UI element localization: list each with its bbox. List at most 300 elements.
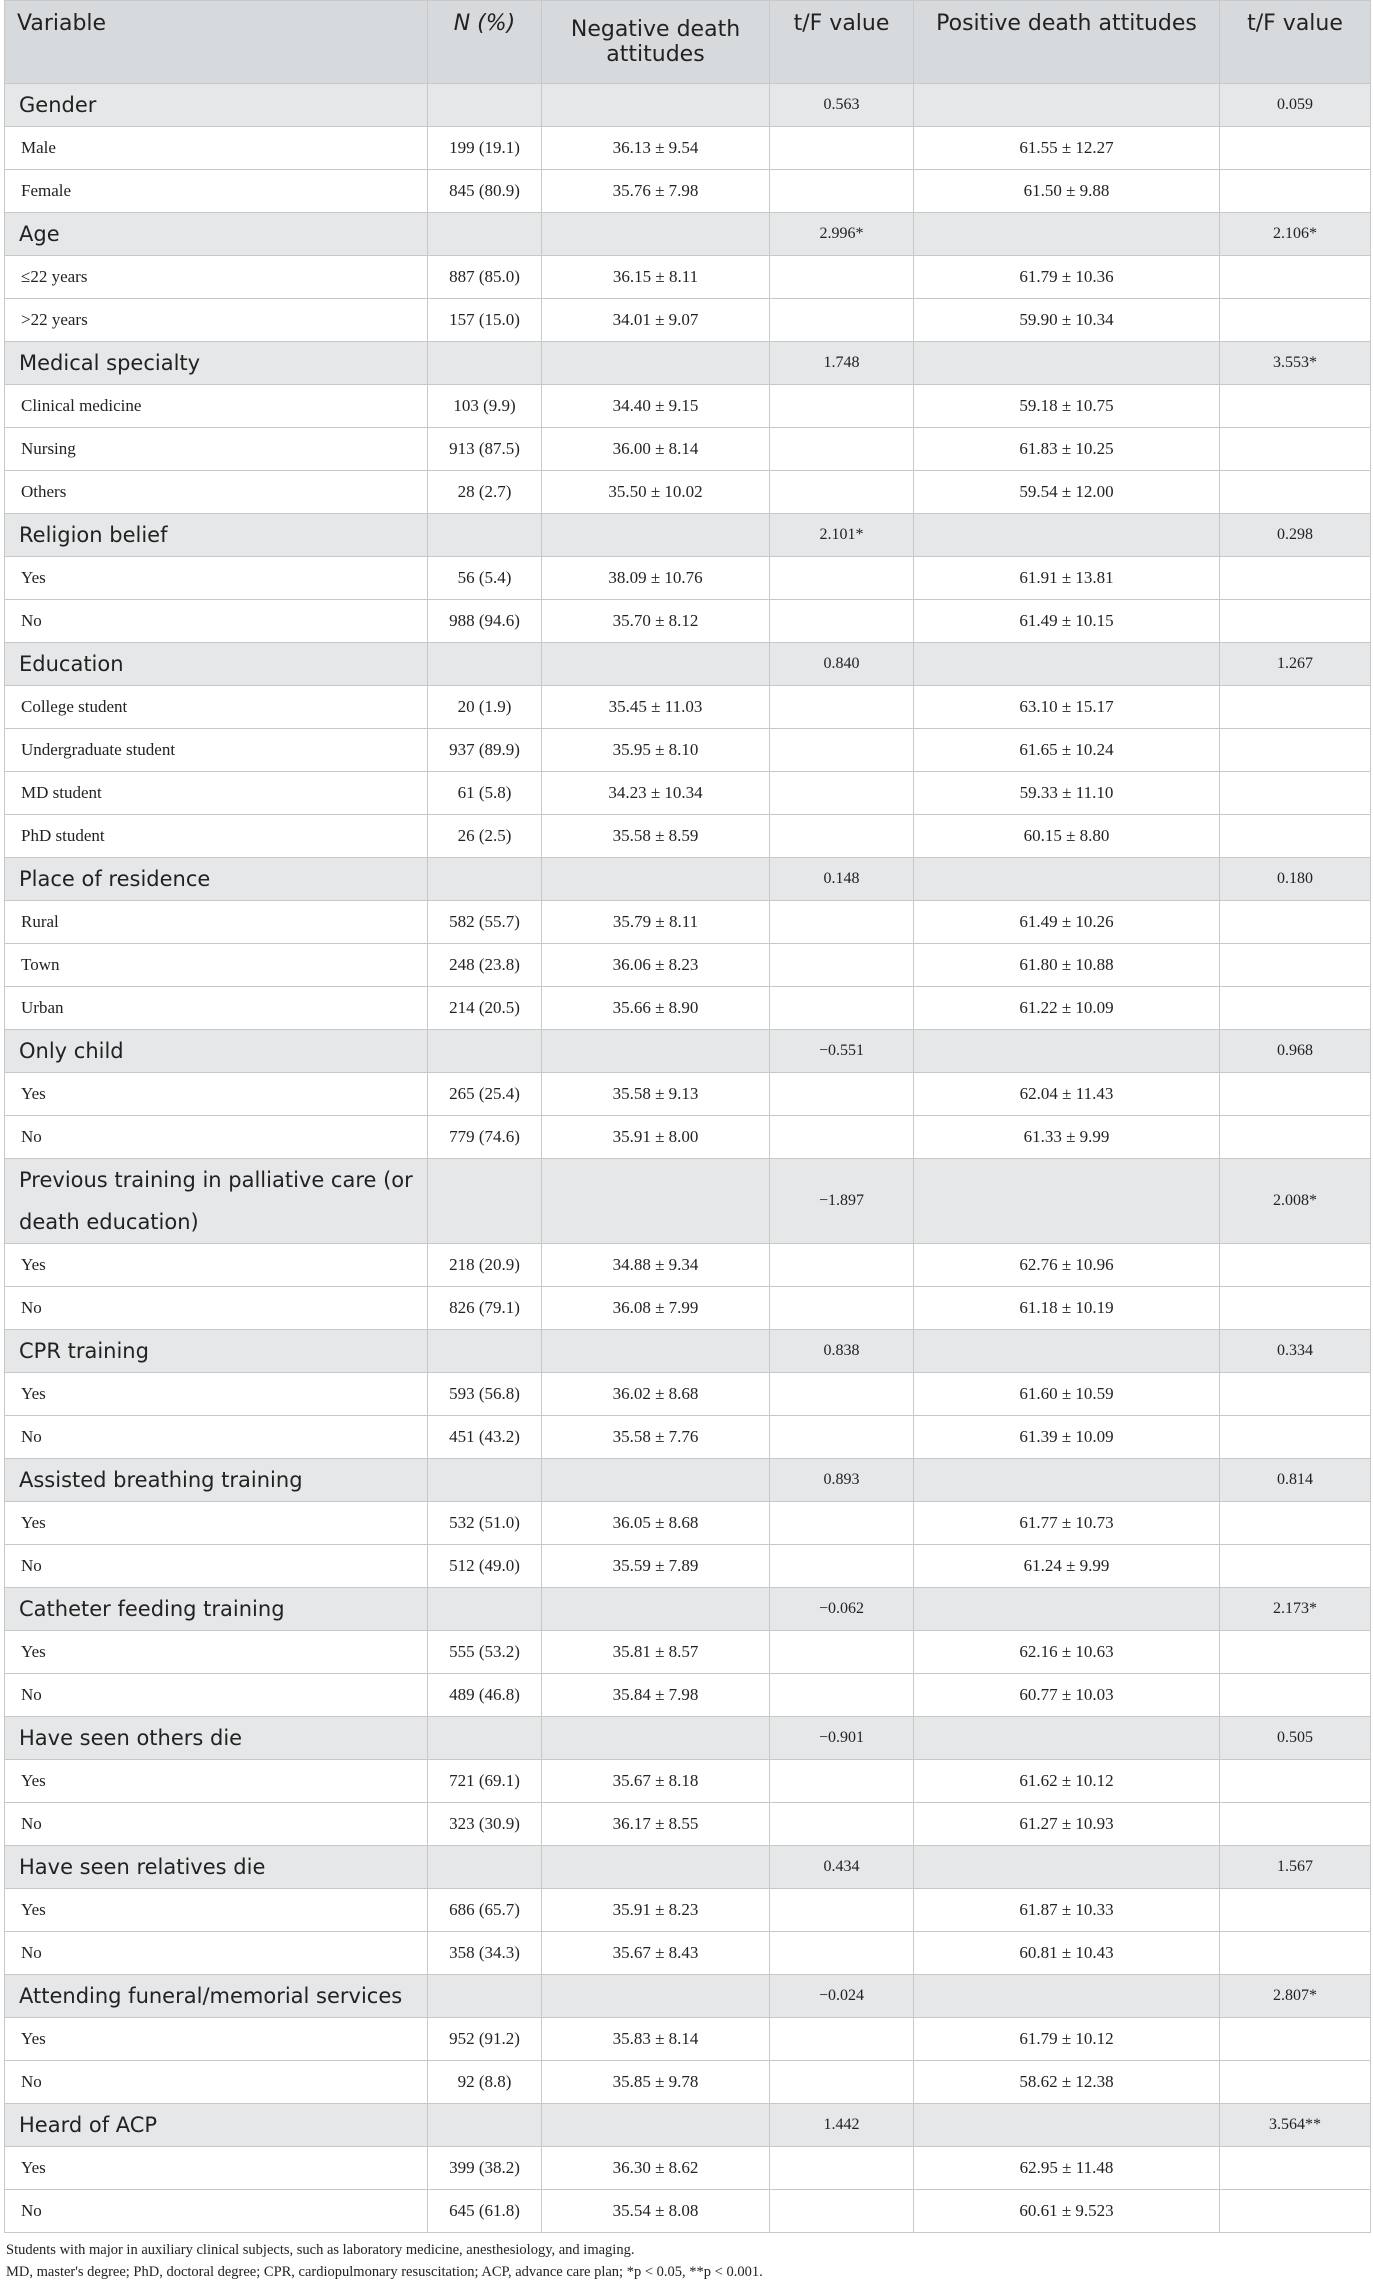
row-negative-score: 35.91 ± 8.23 <box>542 1889 770 1932</box>
group-label: Age <box>5 213 428 256</box>
group-neg-empty <box>542 858 770 901</box>
row-n-percent: 28 (2.7) <box>428 471 542 514</box>
row-tf-negative-empty <box>770 1631 914 1674</box>
row-label: Yes <box>5 1760 428 1803</box>
row-negative-score: 35.66 ± 8.90 <box>542 987 770 1030</box>
row-negative-score: 36.05 ± 8.68 <box>542 1502 770 1545</box>
group-n-empty <box>428 1717 542 1760</box>
row-negative-score: 35.70 ± 8.12 <box>542 600 770 643</box>
row-tf-positive-empty <box>1220 600 1371 643</box>
row-tf-negative-empty <box>770 2147 914 2190</box>
row-positive-score: 62.16 ± 10.63 <box>914 1631 1220 1674</box>
group-row <box>5 1330 1371 1373</box>
group-n-empty <box>428 1975 542 2018</box>
group-label: Catheter feeding training <box>5 1588 428 1631</box>
row-positive-score: 62.95 ± 11.48 <box>914 2147 1220 2190</box>
group-label: Medical specialty <box>5 342 428 385</box>
row-n-percent: 952 (91.2) <box>428 2018 542 2061</box>
table-row <box>5 1545 1371 1588</box>
row-positive-score: 61.22 ± 10.09 <box>914 987 1220 1030</box>
row-label: Yes <box>5 2018 428 2061</box>
row-positive-score: 63.10 ± 15.17 <box>914 686 1220 729</box>
table-row <box>5 2190 1371 2233</box>
row-tf-negative-empty <box>770 987 914 1030</box>
row-tf-positive-empty <box>1220 1803 1371 1846</box>
table-row <box>5 944 1371 987</box>
row-positive-score: 61.77 ± 10.73 <box>914 1502 1220 1545</box>
row-tf-positive-empty <box>1220 2018 1371 2061</box>
group-tf-negative: 0.893 <box>770 1459 914 1502</box>
row-tf-positive-empty <box>1220 2147 1371 2190</box>
group-tf-negative: 1.442 <box>770 2104 914 2147</box>
row-n-percent: 721 (69.1) <box>428 1760 542 1803</box>
row-label: Male <box>5 127 428 170</box>
row-negative-score: 36.13 ± 9.54 <box>542 127 770 170</box>
group-tf-positive: 2.807* <box>1220 1975 1371 2018</box>
table-row <box>5 1889 1371 1932</box>
row-n-percent: 826 (79.1) <box>428 1287 542 1330</box>
group-pos-empty <box>914 643 1220 686</box>
row-positive-score: 59.54 ± 12.00 <box>914 471 1220 514</box>
row-tf-positive-empty <box>1220 901 1371 944</box>
group-tf-negative: 0.840 <box>770 643 914 686</box>
group-tf-negative: 2.996* <box>770 213 914 256</box>
row-tf-positive-empty <box>1220 944 1371 987</box>
group-n-empty <box>428 1159 542 1244</box>
row-positive-score: 61.27 ± 10.93 <box>914 1803 1220 1846</box>
group-pos-empty <box>914 84 1220 127</box>
group-tf-positive: 0.298 <box>1220 514 1371 557</box>
row-n-percent: 512 (49.0) <box>428 1545 542 1588</box>
group-neg-empty <box>542 1717 770 1760</box>
row-tf-positive-empty <box>1220 686 1371 729</box>
row-positive-score: 59.18 ± 10.75 <box>914 385 1220 428</box>
row-tf-positive-empty <box>1220 1889 1371 1932</box>
row-n-percent: 532 (51.0) <box>428 1502 542 1545</box>
group-pos-empty <box>914 1030 1220 1073</box>
row-tf-negative-empty <box>770 815 914 858</box>
group-neg-empty <box>542 84 770 127</box>
row-negative-score: 34.23 ± 10.34 <box>542 772 770 815</box>
table-container <box>4 0 1370 2283</box>
row-n-percent: 218 (20.9) <box>428 1244 542 1287</box>
row-tf-negative-empty <box>770 1073 914 1116</box>
table-row <box>5 1932 1371 1975</box>
row-tf-positive-empty <box>1220 299 1371 342</box>
group-label: Previous training in palliative care (or death education) <box>5 1159 428 1244</box>
row-tf-positive-empty <box>1220 1244 1371 1287</box>
row-label: Nursing <box>5 428 428 471</box>
row-positive-score: 61.49 ± 10.26 <box>914 901 1220 944</box>
row-tf-positive-empty <box>1220 1073 1371 1116</box>
group-row <box>5 1717 1371 1760</box>
row-tf-negative-empty <box>770 1760 914 1803</box>
group-neg-empty <box>542 213 770 256</box>
table-body <box>5 84 1371 2233</box>
row-label: ≤22 years <box>5 256 428 299</box>
row-negative-score: 36.02 ± 8.68 <box>542 1373 770 1416</box>
death-attitudes-table <box>4 0 1371 2233</box>
row-positive-score: 61.87 ± 10.33 <box>914 1889 1220 1932</box>
row-label: No <box>5 1932 428 1975</box>
row-tf-positive-empty <box>1220 1760 1371 1803</box>
group-n-empty <box>428 643 542 686</box>
header-row <box>5 1 1371 84</box>
row-n-percent: 593 (56.8) <box>428 1373 542 1416</box>
row-n-percent: 26 (2.5) <box>428 815 542 858</box>
row-positive-score: 61.50 ± 9.88 <box>914 170 1220 213</box>
row-n-percent: 451 (43.2) <box>428 1416 542 1459</box>
row-label: Yes <box>5 1244 428 1287</box>
group-label: Assisted breathing training <box>5 1459 428 1502</box>
table-row <box>5 1502 1371 1545</box>
group-n-empty <box>428 1846 542 1889</box>
group-neg-empty <box>542 1459 770 1502</box>
group-pos-empty <box>914 1459 1220 1502</box>
table-row <box>5 256 1371 299</box>
row-label: Undergraduate student <box>5 729 428 772</box>
row-n-percent: 845 (80.9) <box>428 170 542 213</box>
group-row <box>5 2104 1371 2147</box>
row-tf-positive-empty <box>1220 987 1371 1030</box>
row-negative-score: 36.00 ± 8.14 <box>542 428 770 471</box>
row-negative-score: 35.59 ± 7.89 <box>542 1545 770 1588</box>
row-tf-positive-empty <box>1220 2061 1371 2104</box>
row-tf-negative-empty <box>770 428 914 471</box>
row-tf-negative-empty <box>770 772 914 815</box>
row-negative-score: 35.85 ± 9.78 <box>542 2061 770 2104</box>
row-tf-negative-empty <box>770 1803 914 1846</box>
group-label: Place of residence <box>5 858 428 901</box>
row-n-percent: 358 (34.3) <box>428 1932 542 1975</box>
group-n-empty <box>428 1030 542 1073</box>
row-label: Yes <box>5 557 428 600</box>
row-label: Clinical medicine <box>5 385 428 428</box>
row-label: No <box>5 1287 428 1330</box>
row-tf-positive-empty <box>1220 170 1371 213</box>
row-positive-score: 59.90 ± 10.34 <box>914 299 1220 342</box>
group-n-empty <box>428 1330 542 1373</box>
row-tf-negative-empty <box>770 1116 914 1159</box>
group-tf-negative: 0.434 <box>770 1846 914 1889</box>
row-tf-positive-empty <box>1220 815 1371 858</box>
row-label: Yes <box>5 1073 428 1116</box>
row-tf-negative-empty <box>770 1502 914 1545</box>
row-positive-score: 61.18 ± 10.19 <box>914 1287 1220 1330</box>
group-tf-negative: 1.748 <box>770 342 914 385</box>
group-row <box>5 1846 1371 1889</box>
group-tf-positive: 3.553* <box>1220 342 1371 385</box>
row-label: No <box>5 1674 428 1717</box>
group-row <box>5 1975 1371 2018</box>
row-n-percent: 887 (85.0) <box>428 256 542 299</box>
row-negative-score: 35.58 ± 8.59 <box>542 815 770 858</box>
row-tf-negative-empty <box>770 385 914 428</box>
table-row <box>5 815 1371 858</box>
table-row <box>5 385 1371 428</box>
row-positive-score: 60.77 ± 10.03 <box>914 1674 1220 1717</box>
row-tf-positive-empty <box>1220 471 1371 514</box>
row-tf-positive-empty <box>1220 256 1371 299</box>
row-n-percent: 913 (87.5) <box>428 428 542 471</box>
row-negative-score: 38.09 ± 10.76 <box>542 557 770 600</box>
row-n-percent: 489 (46.8) <box>428 1674 542 1717</box>
footnote-abbreviations: MD, master's degree; PhD, doctoral degree; CPR, cardiopulmonary resuscitation; ACP, advance care plan; *p < 0.05, **p < 0.001. <box>6 2264 763 2280</box>
group-tf-negative: −0.062 <box>770 1588 914 1631</box>
row-label: No <box>5 1545 428 1588</box>
table-row <box>5 1373 1371 1416</box>
table-row <box>5 1760 1371 1803</box>
row-positive-score: 58.62 ± 12.38 <box>914 2061 1220 2104</box>
header-negative-death-attitudes: Negative death attitudes <box>542 1 770 84</box>
group-n-empty <box>428 1459 542 1502</box>
row-tf-negative-empty <box>770 1287 914 1330</box>
row-n-percent: 157 (15.0) <box>428 299 542 342</box>
group-tf-positive: 0.814 <box>1220 1459 1371 1502</box>
group-row <box>5 1159 1371 1244</box>
group-row <box>5 643 1371 686</box>
table-row <box>5 1073 1371 1116</box>
row-tf-negative-empty <box>770 600 914 643</box>
row-n-percent: 555 (53.2) <box>428 1631 542 1674</box>
group-tf-negative: −1.897 <box>770 1159 914 1244</box>
row-n-percent: 199 (19.1) <box>428 127 542 170</box>
table-row <box>5 299 1371 342</box>
row-negative-score: 36.30 ± 8.62 <box>542 2147 770 2190</box>
group-row <box>5 213 1371 256</box>
row-tf-negative-empty <box>770 170 914 213</box>
row-tf-positive-empty <box>1220 1932 1371 1975</box>
row-tf-positive-empty <box>1220 1631 1371 1674</box>
row-label: No <box>5 1803 428 1846</box>
table-row <box>5 2147 1371 2190</box>
row-n-percent: 103 (9.9) <box>428 385 542 428</box>
row-negative-score: 35.67 ± 8.43 <box>542 1932 770 1975</box>
row-tf-positive-empty <box>1220 1545 1371 1588</box>
group-n-empty <box>428 514 542 557</box>
row-tf-negative-empty <box>770 256 914 299</box>
group-tf-negative: 2.101* <box>770 514 914 557</box>
group-neg-empty <box>542 1846 770 1889</box>
row-n-percent: 20 (1.9) <box>428 686 542 729</box>
row-negative-score: 35.81 ± 8.57 <box>542 1631 770 1674</box>
row-positive-score: 61.24 ± 9.99 <box>914 1545 1220 1588</box>
group-neg-empty <box>542 1588 770 1631</box>
header-tf-value-negative: t/F value <box>770 1 914 84</box>
row-positive-score: 62.76 ± 10.96 <box>914 1244 1220 1287</box>
row-tf-negative-empty <box>770 1674 914 1717</box>
row-negative-score: 34.01 ± 9.07 <box>542 299 770 342</box>
group-label: Only child <box>5 1030 428 1073</box>
table-row <box>5 1803 1371 1846</box>
table-row <box>5 686 1371 729</box>
group-pos-empty <box>914 1159 1220 1244</box>
group-label: Attending funeral/memorial services <box>5 1975 428 2018</box>
row-negative-score: 35.58 ± 9.13 <box>542 1073 770 1116</box>
footnote-specialty: Students with major in auxiliary clinical subjects, such as laboratory medicine, anesthesiology, and imaging. <box>6 2242 635 2258</box>
row-n-percent: 61 (5.8) <box>428 772 542 815</box>
row-tf-negative-empty <box>770 901 914 944</box>
row-positive-score: 61.79 ± 10.36 <box>914 256 1220 299</box>
row-negative-score: 36.17 ± 8.55 <box>542 1803 770 1846</box>
row-negative-score: 35.45 ± 11.03 <box>542 686 770 729</box>
row-label: No <box>5 1416 428 1459</box>
row-negative-score: 36.08 ± 7.99 <box>542 1287 770 1330</box>
row-negative-score: 36.06 ± 8.23 <box>542 944 770 987</box>
row-positive-score: 60.81 ± 10.43 <box>914 1932 1220 1975</box>
row-tf-negative-empty <box>770 2061 914 2104</box>
group-label: Education <box>5 643 428 686</box>
group-tf-negative: 0.838 <box>770 1330 914 1373</box>
row-tf-negative-empty <box>770 686 914 729</box>
group-tf-positive: 0.334 <box>1220 1330 1371 1373</box>
group-row <box>5 342 1371 385</box>
row-tf-positive-empty <box>1220 428 1371 471</box>
row-n-percent: 988 (94.6) <box>428 600 542 643</box>
group-row <box>5 1030 1371 1073</box>
row-positive-score: 61.60 ± 10.59 <box>914 1373 1220 1416</box>
row-label: Town <box>5 944 428 987</box>
group-label: Have seen others die <box>5 1717 428 1760</box>
table-row <box>5 127 1371 170</box>
row-tf-positive-empty <box>1220 1674 1371 1717</box>
group-label: CPR training <box>5 1330 428 1373</box>
group-tf-positive: 0.180 <box>1220 858 1371 901</box>
row-label: Yes <box>5 1889 428 1932</box>
table-row <box>5 1116 1371 1159</box>
group-n-empty <box>428 2104 542 2147</box>
group-neg-empty <box>542 514 770 557</box>
group-pos-empty <box>914 342 1220 385</box>
table-row <box>5 1287 1371 1330</box>
group-label: Have seen relatives die <box>5 1846 428 1889</box>
row-tf-negative-empty <box>770 1244 914 1287</box>
row-negative-score: 35.83 ± 8.14 <box>542 2018 770 2061</box>
group-n-empty <box>428 84 542 127</box>
row-positive-score: 61.33 ± 9.99 <box>914 1116 1220 1159</box>
group-tf-negative: −0.901 <box>770 1717 914 1760</box>
group-row <box>5 1459 1371 1502</box>
group-tf-negative: −0.024 <box>770 1975 914 2018</box>
row-negative-score: 35.76 ± 7.98 <box>542 170 770 213</box>
row-tf-negative-empty <box>770 557 914 600</box>
group-neg-empty <box>542 2104 770 2147</box>
group-tf-positive: 1.567 <box>1220 1846 1371 1889</box>
row-n-percent: 779 (74.6) <box>428 1116 542 1159</box>
row-tf-negative-empty <box>770 1416 914 1459</box>
row-label: No <box>5 2061 428 2104</box>
group-n-empty <box>428 1588 542 1631</box>
row-n-percent: 323 (30.9) <box>428 1803 542 1846</box>
row-tf-positive-empty <box>1220 1287 1371 1330</box>
row-tf-negative-empty <box>770 729 914 772</box>
row-label: >22 years <box>5 299 428 342</box>
row-tf-negative-empty <box>770 1889 914 1932</box>
row-tf-negative-empty <box>770 944 914 987</box>
row-n-percent: 399 (38.2) <box>428 2147 542 2190</box>
group-neg-empty <box>542 1330 770 1373</box>
row-positive-score: 59.33 ± 11.10 <box>914 772 1220 815</box>
table-row <box>5 428 1371 471</box>
row-tf-positive-empty <box>1220 772 1371 815</box>
table-row <box>5 471 1371 514</box>
row-n-percent: 92 (8.8) <box>428 2061 542 2104</box>
row-positive-score: 60.61 ± 9.523 <box>914 2190 1220 2233</box>
row-tf-positive-empty <box>1220 1502 1371 1545</box>
header-n-percent: N (%) <box>428 1 542 84</box>
row-tf-positive-empty <box>1220 1416 1371 1459</box>
row-label: Urban <box>5 987 428 1030</box>
group-tf-positive: 0.968 <box>1220 1030 1371 1073</box>
row-label: Yes <box>5 1373 428 1416</box>
group-neg-empty <box>542 643 770 686</box>
table-footnotes <box>4 2239 1370 2283</box>
row-n-percent: 214 (20.5) <box>428 987 542 1030</box>
group-tf-positive: 2.173* <box>1220 1588 1371 1631</box>
group-label: Religion belief <box>5 514 428 557</box>
row-negative-score: 35.58 ± 7.76 <box>542 1416 770 1459</box>
group-tf-positive: 0.505 <box>1220 1717 1371 1760</box>
group-row <box>5 858 1371 901</box>
row-negative-score: 35.95 ± 8.10 <box>542 729 770 772</box>
group-row <box>5 514 1371 557</box>
group-tf-positive: 3.564** <box>1220 2104 1371 2147</box>
row-positive-score: 61.62 ± 10.12 <box>914 1760 1220 1803</box>
row-negative-score: 35.79 ± 8.11 <box>542 901 770 944</box>
row-label: No <box>5 600 428 643</box>
row-negative-score: 35.91 ± 8.00 <box>542 1116 770 1159</box>
table-row <box>5 901 1371 944</box>
row-positive-score: 62.04 ± 11.43 <box>914 1073 1220 1116</box>
row-positive-score: 61.80 ± 10.88 <box>914 944 1220 987</box>
group-tf-positive: 0.059 <box>1220 84 1371 127</box>
group-row <box>5 84 1371 127</box>
group-neg-empty <box>542 1030 770 1073</box>
table-row <box>5 1416 1371 1459</box>
group-tf-negative: −0.551 <box>770 1030 914 1073</box>
row-positive-score: 61.91 ± 13.81 <box>914 557 1220 600</box>
table-row <box>5 1631 1371 1674</box>
row-negative-score: 35.50 ± 10.02 <box>542 471 770 514</box>
header-positive-death-attitudes: Positive death attitudes <box>914 1 1220 84</box>
group-label: Gender <box>5 84 428 127</box>
group-tf-negative: 0.563 <box>770 84 914 127</box>
row-n-percent: 645 (61.8) <box>428 2190 542 2233</box>
row-positive-score: 61.55 ± 12.27 <box>914 127 1220 170</box>
group-pos-empty <box>914 1846 1220 1889</box>
row-n-percent: 56 (5.4) <box>428 557 542 600</box>
row-tf-positive-empty <box>1220 127 1371 170</box>
group-pos-empty <box>914 2104 1220 2147</box>
row-label: Yes <box>5 1631 428 1674</box>
table-row <box>5 2061 1371 2104</box>
group-tf-positive: 1.267 <box>1220 643 1371 686</box>
row-label: College student <box>5 686 428 729</box>
row-positive-score: 61.49 ± 10.15 <box>914 600 1220 643</box>
row-label: PhD student <box>5 815 428 858</box>
row-tf-negative-empty <box>770 2018 914 2061</box>
row-tf-positive-empty <box>1220 729 1371 772</box>
group-tf-negative: 0.148 <box>770 858 914 901</box>
table-row <box>5 2018 1371 2061</box>
row-negative-score: 35.54 ± 8.08 <box>542 2190 770 2233</box>
group-label: Heard of ACP <box>5 2104 428 2147</box>
row-label: Others <box>5 471 428 514</box>
group-pos-empty <box>914 514 1220 557</box>
row-n-percent: 937 (89.9) <box>428 729 542 772</box>
row-tf-positive-empty <box>1220 2190 1371 2233</box>
group-neg-empty <box>542 1159 770 1244</box>
